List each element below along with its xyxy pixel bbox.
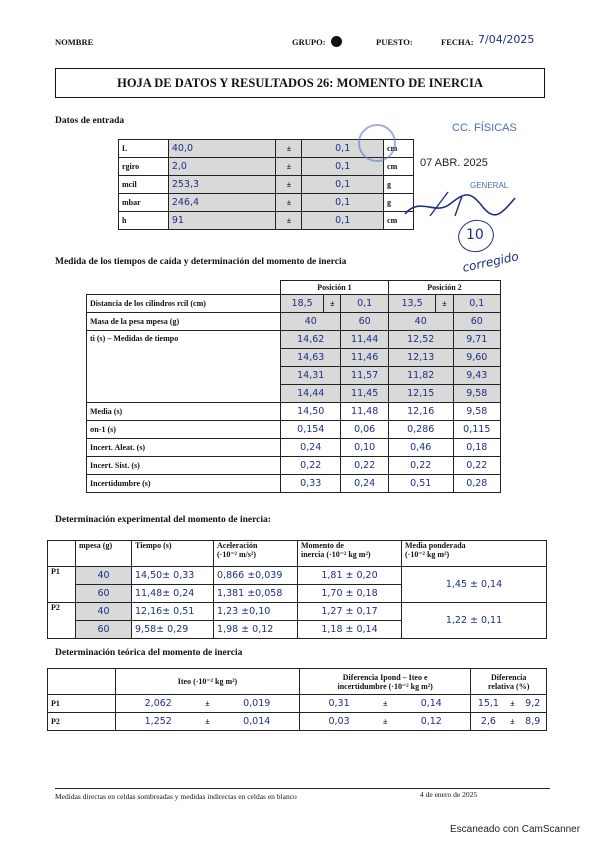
mpesa-cell: 40 (76, 567, 132, 585)
rel-value: 2,6 (471, 713, 506, 731)
dif-value: 0,03 (299, 713, 378, 731)
nombre-label: NOMBRE (55, 37, 94, 47)
pm-symbol: ± (276, 212, 302, 230)
tiempos-table (86, 280, 501, 493)
stat-cell: 0,154 (281, 421, 341, 439)
header-iteo: Iteo (·10⁻² kg m²) (116, 669, 300, 695)
row-label: rgiro (119, 158, 169, 176)
media-p1: 1,45 ± 0,14 (402, 567, 547, 603)
fecha-label: FECHA: (441, 37, 474, 47)
table-row (119, 212, 414, 230)
table-row (48, 567, 547, 585)
unc-cell: 0,1 (302, 176, 384, 194)
table-row (87, 281, 501, 295)
tiempo-cell: 12,16± 0,51 (132, 603, 214, 621)
header-media (402, 541, 547, 567)
stamp-seal (358, 124, 396, 162)
dist1-unc: 0,1 (341, 295, 388, 313)
dif-value: 0,31 (299, 695, 378, 713)
pm-symbol: ± (276, 176, 302, 194)
t-cell: 11,45 (341, 385, 388, 403)
pm-symbol: ± (276, 194, 302, 212)
header-momento-title: Momento de (301, 541, 344, 550)
row-label: P1 (48, 695, 116, 713)
page-title: HOJA DE DATOS Y RESULTADOS 26: MOMENTO DE INERCIA (55, 68, 545, 98)
table-row (48, 541, 547, 567)
stat-cell: 0,22 (281, 457, 341, 475)
rel-unc: 9,2 (519, 695, 546, 713)
table-row (87, 403, 501, 421)
unc-cell: 0,1 (302, 140, 384, 158)
scanner-watermark: Escaneado con CamScanner (450, 824, 581, 835)
table-row (48, 695, 547, 713)
t-label: ti (s) – Medidas de tiempo (87, 331, 281, 403)
t-cell: 9,60 (453, 349, 500, 367)
pm-symbol: ± (378, 713, 392, 731)
p1-label: P1 (48, 567, 76, 603)
footer-date: 4 de enero de 2025 (420, 790, 478, 799)
momento-cell: 1,27 ± 0,17 (298, 603, 402, 621)
stat-cell: 0,22 (341, 457, 388, 475)
unit-cell: cm (384, 212, 414, 230)
t-cell: 14,44 (281, 385, 341, 403)
iteo-unc: 0,019 (214, 695, 299, 713)
stat-label: Incertidumbre (s) (87, 475, 281, 493)
stat-cell: 0,22 (453, 457, 500, 475)
dist2-unc: 0,1 (453, 295, 500, 313)
momento-cell: 1,70 ± 0,18 (298, 585, 402, 603)
tiempo-cell: 11,48± 0,24 (132, 585, 214, 603)
dist2-value: 13,5 (388, 295, 435, 313)
iteo-value: 2,062 (116, 695, 201, 713)
stat-cell: 0,24 (281, 439, 341, 457)
unc-cell: 0,1 (302, 194, 384, 212)
momento-cell: 1,18 ± 0,14 (298, 621, 402, 639)
value-cell: 2,0 (168, 158, 276, 176)
acel-cell: 1,381 ±0,058 (214, 585, 298, 603)
header-momento (298, 541, 402, 567)
header-acel (214, 541, 298, 567)
t-cell: 12,13 (388, 349, 453, 367)
header-dif (299, 669, 470, 695)
pm-symbol: ± (200, 695, 214, 713)
value-cell: 40,0 (168, 140, 276, 158)
stat-cell: 0,06 (341, 421, 388, 439)
stat-label: Incert. Sist. (s) (87, 457, 281, 475)
unit-cell: cm (384, 140, 414, 158)
header-dif-line1: Diferencia Ipond – Iteo e (342, 672, 428, 682)
table-row (48, 603, 547, 621)
table-row (87, 331, 501, 349)
acel-cell: 1,98 ± 0,12 (214, 621, 298, 639)
table-row (119, 194, 414, 212)
table-row (87, 457, 501, 475)
stamp-date: 07 ABR. 2025 (420, 157, 488, 169)
masa-cell: 40 (388, 313, 453, 331)
pm-symbol: ± (436, 295, 453, 313)
value-cell: 246,4 (168, 194, 276, 212)
unit-cell: g (384, 194, 414, 212)
table-row (87, 313, 501, 331)
unit-cell: g (384, 176, 414, 194)
stat-cell: 0,28 (453, 475, 500, 493)
row-label: h (119, 212, 169, 230)
grupo-dot (331, 36, 342, 47)
unc-cell: 0,1 (302, 158, 384, 176)
pm-symbol: ± (505, 695, 519, 713)
datos-entrada-heading: Datos de entrada (55, 116, 125, 126)
experimental-table (47, 540, 547, 639)
pm-symbol: ± (276, 158, 302, 176)
masa-cell: 40 (281, 313, 341, 331)
unit-cell: cm (384, 158, 414, 176)
stat-label: Media (s) (87, 403, 281, 421)
header-tiempo: Tiempo (s) (132, 541, 214, 567)
dif-unc: 0,12 (392, 713, 471, 731)
teorica-table (47, 668, 547, 731)
dist-label: Distancia de los cilindros rcil (cm) (87, 295, 281, 313)
header-momento-unit: inercia (·10⁻² kg m²) (301, 550, 371, 559)
pm-symbol: ± (200, 713, 214, 731)
pm-symbol: ± (324, 295, 341, 313)
stat-cell: 9,58 (453, 403, 500, 421)
t-cell: 11,44 (341, 331, 388, 349)
t-cell: 14,62 (281, 331, 341, 349)
stat-cell: 0,22 (388, 457, 453, 475)
row-label: L (119, 140, 169, 158)
pm-symbol: ± (276, 140, 302, 158)
unc-cell: 0,1 (302, 212, 384, 230)
stat-cell: 0,286 (388, 421, 453, 439)
mpesa-cell: 60 (76, 585, 132, 603)
pos2-header: Posición 2 (388, 281, 500, 295)
momento-cell: 1,81 ± 0,20 (298, 567, 402, 585)
pos1-header: Posición 1 (281, 281, 389, 295)
table-row (87, 421, 501, 439)
footer-note: Medidas directas en celdas sombreadas y medidas indirectas en celdas en blanco (55, 792, 297, 801)
t-cell: 11,82 (388, 367, 453, 385)
row-label: P2 (48, 713, 116, 731)
grade-value: 10 (466, 227, 484, 243)
pm-symbol: ± (505, 713, 519, 731)
t-cell: 12,52 (388, 331, 453, 349)
pm-symbol: ± (378, 695, 392, 713)
t-cell: 11,57 (341, 367, 388, 385)
stat-cell: 0,51 (388, 475, 453, 493)
header-acel-title: Aceleración (217, 541, 258, 550)
iteo-unc: 0,014 (214, 713, 299, 731)
acel-cell: 1,23 ±0,10 (214, 603, 298, 621)
table-row (48, 713, 547, 731)
rel-value: 15,1 (471, 695, 506, 713)
fecha-value: 7/04/2025 (478, 33, 535, 46)
stat-cell: 0,24 (341, 475, 388, 493)
masa-label: Masa de la pesa mpesa (g) (87, 313, 281, 331)
stat-cell: 12,16 (388, 403, 453, 421)
stat-cell: 0,18 (453, 439, 500, 457)
stat-cell: 0,33 (281, 475, 341, 493)
stat-cell: 0,10 (341, 439, 388, 457)
table-row (87, 439, 501, 457)
t-cell: 9,71 (453, 331, 500, 349)
table-row (48, 669, 547, 695)
media-p2: 1,22 ± 0,11 (402, 603, 547, 639)
header-rel-line1: Diferencia (490, 672, 527, 682)
stat-cell: 0,46 (388, 439, 453, 457)
table-row (87, 475, 501, 493)
mpesa-cell: 40 (76, 603, 132, 621)
mpesa-cell: 60 (76, 621, 132, 639)
acel-cell: 0,866 ±0,039 (214, 567, 298, 585)
dif-unc: 0,14 (392, 695, 471, 713)
t-cell: 14,31 (281, 367, 341, 385)
stat-cell: 0,115 (453, 421, 500, 439)
dist1-value: 18,5 (281, 295, 324, 313)
t-cell: 9,43 (453, 367, 500, 385)
table-row (87, 295, 501, 313)
stat-label: Incert. Aleat. (s) (87, 439, 281, 457)
header-rel-line2: relativa (%) (487, 681, 530, 691)
row-label: mbar (119, 194, 169, 212)
tiempo-cell: 9,58± 0,29 (132, 621, 214, 639)
stamp-line1: CC. FÍSICAS (452, 122, 517, 134)
teorica-heading: Determinación teórica del momento de inercia (55, 648, 243, 658)
footer-divider (55, 788, 550, 789)
p2-label: P2 (48, 603, 76, 639)
header-acel-unit: (·10⁻² m/s²) (217, 550, 257, 559)
value-cell: 91 (168, 212, 276, 230)
tiempo-cell: 14,50± 0,33 (132, 567, 214, 585)
row-label: mcil (119, 176, 169, 194)
stamp-line3: GENERAL (470, 181, 509, 190)
rel-unc: 8,9 (519, 713, 546, 731)
header-media-unit: (·10⁻² kg m²) (405, 550, 450, 559)
header-rel (471, 669, 547, 695)
header-mpesa: mpesa (g) (76, 541, 132, 567)
t-cell: 11,46 (341, 349, 388, 367)
masa-cell: 60 (453, 313, 500, 331)
value-cell: 253,3 (168, 176, 276, 194)
table-row (119, 176, 414, 194)
experimental-heading: Determinación experimental del momento de inercia: (55, 515, 271, 525)
header-dif-line2: incertidumbre (·10⁻² kg m²) (337, 681, 433, 691)
puesto-label: PUESTO: (376, 37, 413, 47)
t-cell: 14,63 (281, 349, 341, 367)
stat-cell: 14,50 (281, 403, 341, 421)
masa-cell: 60 (341, 313, 388, 331)
grupo-label: GRUPO: (292, 37, 326, 47)
t-cell: 9,58 (453, 385, 500, 403)
tiempos-heading: Medida de los tiempos de caída y determinación del momento de inercia (55, 257, 347, 267)
header-media-title: Media ponderada (405, 541, 466, 550)
stat-label: σn-1 (s) (87, 421, 281, 439)
signature-icon (400, 186, 520, 226)
stat-cell: 11,48 (341, 403, 388, 421)
t-cell: 12,15 (388, 385, 453, 403)
corrected-note: corregido (461, 249, 520, 275)
iteo-value: 1,252 (116, 713, 201, 731)
